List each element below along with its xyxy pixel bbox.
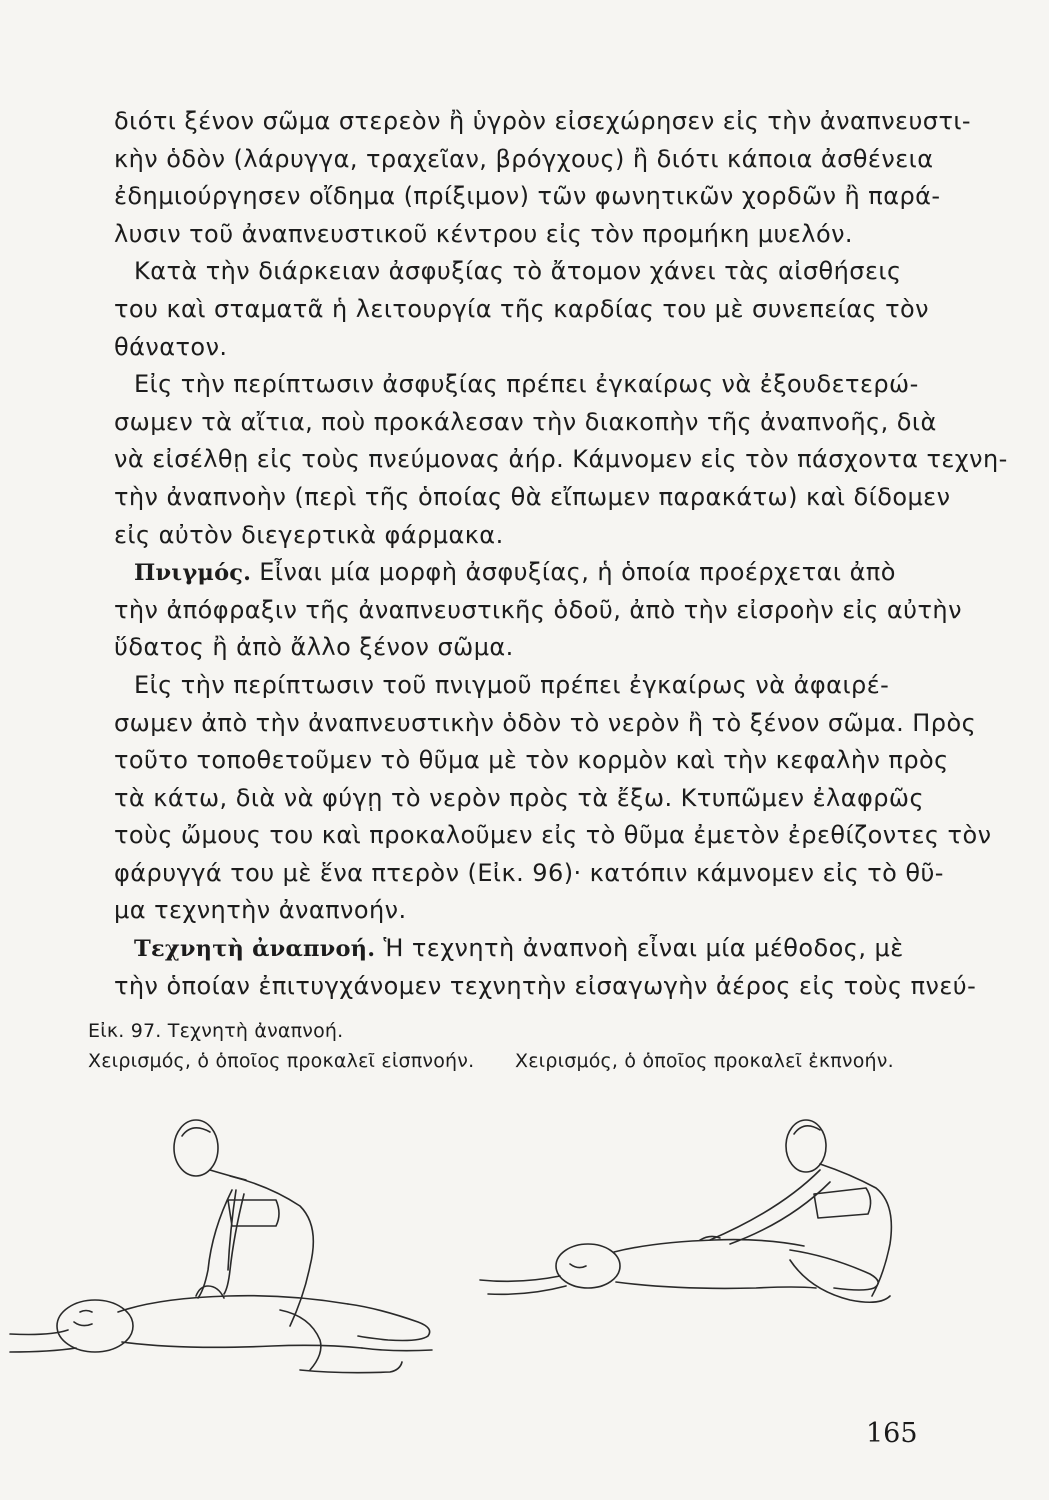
section-heading-artificial-respiration: Τεχνητὴ ἀναπνοή.: [134, 936, 376, 963]
text-line: τοὺς ὤμους του καὶ προκαλοῦμεν εἰς τὸ θῦμα ἐμετὸν ἐρεθίζοντες τὸν: [114, 821, 992, 850]
text-line: λυσιν τοῦ ἀναπνευστικοῦ κέντρου εἰς τὸν προμήκη μυελόν.: [114, 219, 854, 248]
section-heading-drowning: Πνιγμός.: [134, 560, 252, 587]
text-line: τὴν ἀναπνοὴν (περὶ τῆς ὁποίας θὰ εἴπωμεν παρακάτω) καὶ δίδομεν: [114, 482, 951, 511]
text-line: διότι ξένον σῶμα στερεὸν ἢ ὑγρὸν εἰσεχώρησεν εἰς τὴν ἀναπνευστι-: [114, 107, 972, 135]
text-line: [114, 930, 914, 968]
text-line: θάνατον.: [114, 332, 228, 361]
text-line: Κατὰ τὴν διάρκειαν ἀσφυξίας τὸ ἄτομον χάνει τὰς αἰσθήσεις: [134, 257, 902, 286]
text-line: σωμεν τὰ αἴτια, ποὺ προκάλεσαν τὴν διακοπὴν τῆς ἀναπνοῆς, διὰ: [114, 407, 937, 436]
text-line: Εἰς τὴν περίπτωσιν τοῦ πνιγμοῦ πρέπει ἐγκαίρως νὰ ἀφαιρέ-: [134, 670, 890, 699]
figure-left-caption: Χειρισμός, ὁ ὁποῖος προκαλεῖ εἰσπνοήν.: [88, 1050, 475, 1072]
text-line: μα τεχνητὴν ἀναπνοήν.: [114, 896, 407, 925]
text-span: Ἡ τεχνητὴ ἀναπνοὴ εἶναι μία μέθοδος, μὲ: [375, 934, 904, 963]
text-line: σωμεν ἀπὸ τὴν ἀναπνευστικὴν ὁδὸν τὸ νερὸν ἢ τὸ ξένον σῶμα. Πρὸς: [114, 708, 977, 737]
text-line: τοῦτο τοποθετοῦμεν τὸ θῦμα μὲ τὸν κορμὸν καὶ τὴν κεφαλὴν πρὸς: [114, 746, 949, 775]
text-line: νὰ εἰσέλθῃ εἰς τοὺς πνεύμονας ἀήρ. Κάμνομεν εἰς τὸν πάσχοντα τεχνη-: [114, 445, 1008, 474]
left-victim-figure: [10, 1296, 432, 1352]
text-line: του καὶ σταματᾶ ἡ λειτουργία τῆς καρδίας του μὲ συνεπείας τὸν: [114, 294, 929, 323]
figure-right-caption: Χειρισμός, ὁ ὁποῖος προκαλεῖ ἐκπνοήν.: [515, 1050, 894, 1072]
figure-title: Εἰκ. 97. Τεχνητὴ ἀναπνοή.: [88, 1020, 344, 1042]
right-victim-figure: [480, 1240, 878, 1295]
text-span: Εἶναι μία μορφὴ ἀσφυξίας, ἡ ὁποία προέρχεται ἀπὸ: [251, 558, 896, 587]
text-line: τὴν ἀπόφραξιν τῆς ἀναπνευστικῆς ὁδοῦ, ἀπὸ τὴν εἰσροὴν εἰς αὐτὴν: [114, 595, 962, 624]
text-line: φάρυγγά του μὲ ἕνα πτερὸν (Εἰκ. 96)· κατόπιν κάμνομεν εἰς τὸ θῦ-: [114, 858, 944, 887]
text-line: εἰς αὐτὸν διεγερτικὰ φάρμακα.: [114, 520, 504, 549]
text-line: τὴν ὁποίαν ἐπιτυγχάνομεν τεχνητὴν εἰσαγωγὴν ἀέρος εἰς τοὺς πνεύ-: [114, 971, 977, 1000]
text-line: Εἰς τὴν περίπτωσιν ἀσφυξίας πρέπει ἐγκαίρως νὰ ἐξουδετερώ-: [134, 370, 919, 399]
text-line: ὕδατος ἢ ἀπὸ ἄλλο ξένον σῶμα.: [114, 633, 514, 662]
text-line: κὴν ὁδὸν (λάρυγγα, τραχεῖαν, βρόγχους) ἢ διότι κάποια ἀσθένεια: [114, 144, 934, 173]
text-line: [114, 554, 914, 592]
artificial-respiration-illustration: [0, 1090, 1049, 1390]
left-operator-figure: [174, 1120, 402, 1373]
text-line: ἐδημιούργησεν οἴδημα (πρίξιμον) τῶν φωνητικῶν χορδῶν ἢ παρά-: [114, 182, 941, 211]
page-number: 165: [866, 1418, 918, 1449]
figure-caption: [88, 1016, 928, 1076]
text-line: τὰ κάτω, διὰ νὰ φύγῃ τὸ νερὸν πρὸς τὰ ἔξω. Κτυπῶμεν ἐλαφρῶς: [114, 783, 925, 812]
right-operator-figure: [700, 1120, 891, 1302]
figure-subcaptions: [88, 1046, 928, 1076]
body-text: [114, 103, 1008, 1005]
